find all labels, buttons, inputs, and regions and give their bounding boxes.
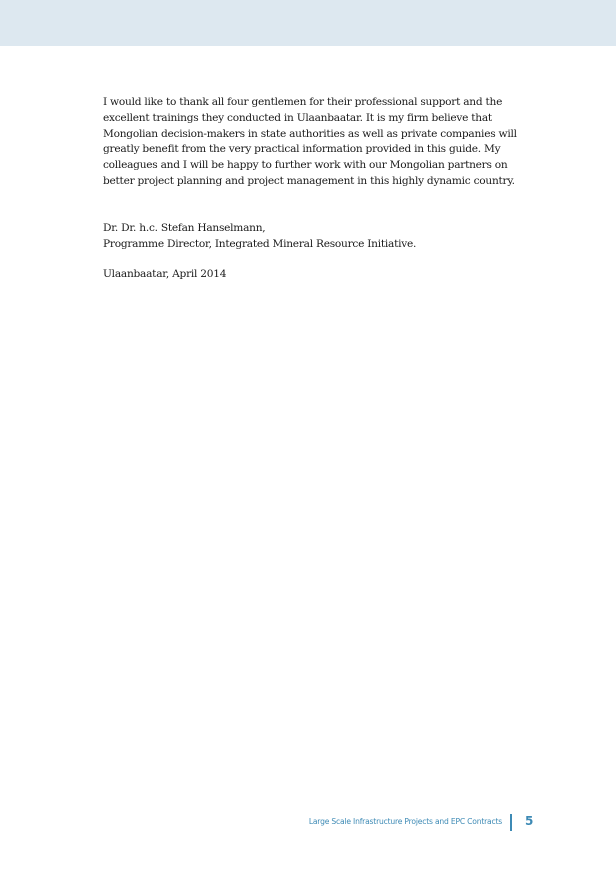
paragraph-line: Mongolian decision-makers in state authorities as well as private companies will (103, 127, 517, 140)
paragraph-line: better project planning and project management in this highly dynamic country. (103, 174, 515, 187)
signature-name: Dr. Dr. h.c. Stefan Hanselmann, (103, 221, 266, 234)
footer-divider (510, 814, 512, 831)
page-footer (0, 812, 616, 834)
header-band (0, 0, 616, 46)
page-content (103, 95, 523, 283)
paragraph-line: excellent trainings they conducted in Ulaanbaatar. It is my firm believe that (103, 111, 492, 124)
paragraph-line: I would like to thank all four gentlemen for their professional support and the (103, 96, 503, 108)
signature-title: Programme Director, Integrated Mineral Resource Initiative. (103, 237, 417, 250)
signature-block (103, 221, 523, 253)
closing-paragraph (103, 95, 523, 190)
paragraph-line: greatly benefit from the very practical information provided in this guide. My (103, 143, 501, 156)
paragraph-line: colleagues and I will be happy to further work with our Mongolian partners on (103, 159, 508, 172)
footer-title: Large Scale Infrastructure Projects and EPC Contracts (308, 817, 502, 826)
place-date: Ulaanbaatar, April 2014 (103, 268, 227, 281)
page-number: 5 (525, 814, 534, 828)
